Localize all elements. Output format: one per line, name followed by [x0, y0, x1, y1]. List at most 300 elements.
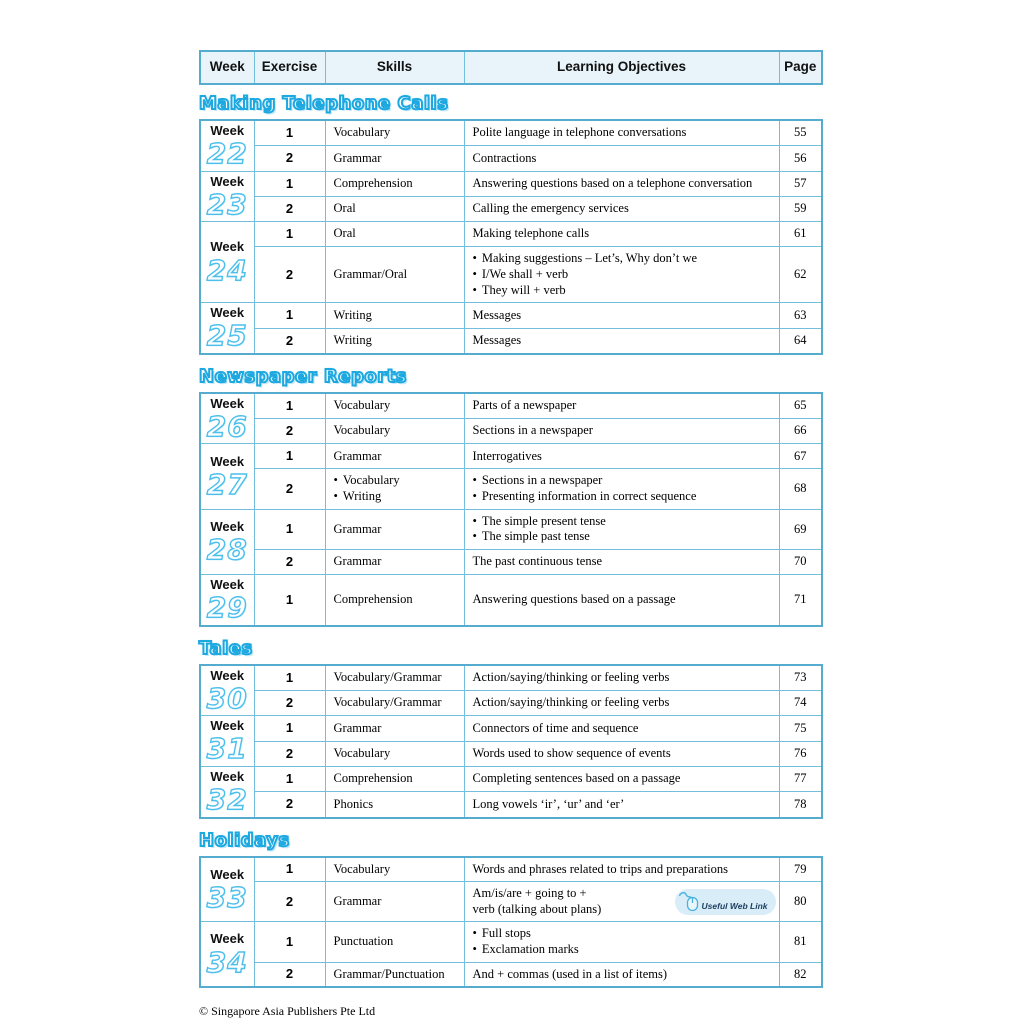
skills-cell: [325, 509, 464, 549]
exercise-number: 2: [254, 146, 325, 172]
skills-cell: [325, 196, 464, 221]
week-label: Week: [210, 518, 245, 534]
cell-text: I/We shall + verb: [481, 266, 569, 281]
text-line: [473, 398, 771, 414]
text-line: [473, 771, 771, 787]
cell-text: Phonics: [333, 796, 374, 811]
week-number: 29: [206, 591, 248, 625]
bullet-icon: •: [472, 942, 477, 956]
week-label: Week: [210, 718, 245, 734]
week-cell: [200, 120, 254, 171]
cell-text: Comprehension: [333, 175, 413, 190]
skills-cell: [325, 303, 464, 329]
section-table: [199, 392, 823, 627]
page-number: 82: [779, 962, 822, 987]
page-number: 65: [779, 393, 822, 419]
table-row: [200, 574, 822, 625]
week-cell: [200, 665, 254, 716]
cell-text: Grammar/Punctuation: [333, 966, 445, 981]
cell-text: Vocabulary/Grammar: [333, 669, 442, 684]
exercise-number: 1: [254, 222, 325, 247]
page-number: 73: [779, 665, 822, 691]
text-line: [473, 151, 771, 167]
table-row: [200, 222, 822, 247]
section-table: [199, 664, 823, 819]
objectives-cell: [464, 741, 779, 766]
objectives-cell: [464, 574, 779, 625]
cell-text: Am/is/are + going to +: [472, 886, 587, 901]
table-row: [200, 792, 822, 818]
bulleted-line: [473, 251, 771, 267]
exercise-number: 2: [254, 196, 325, 221]
skills-cell: [325, 146, 464, 172]
week-label: Week: [210, 768, 245, 784]
skills-cell: [325, 792, 464, 818]
week-label: Week: [210, 395, 245, 411]
table-row: [200, 444, 822, 469]
objectives-cell: [464, 792, 779, 818]
cell-text: And + commas (used in a list of items): [472, 966, 668, 981]
cell-text: Words used to show sequence of events: [472, 745, 671, 760]
sections-container: [199, 93, 821, 988]
page-number: 62: [779, 247, 822, 303]
exercise-number: 1: [254, 766, 325, 792]
page-number: 57: [779, 171, 822, 196]
exercise-number: 2: [254, 741, 325, 766]
bullet-icon: •: [333, 473, 338, 488]
week-label: Week: [210, 305, 245, 321]
exercise-number: 2: [254, 469, 325, 509]
skills-cell: [325, 716, 464, 741]
page-number: 80: [779, 882, 822, 922]
table-row: [200, 741, 822, 766]
table-row: [200, 146, 822, 172]
cell-text: Action/saying/thinking or feeling verbs: [472, 669, 670, 684]
text-line: [473, 967, 771, 983]
table-row: [200, 328, 822, 354]
cell-text: Comprehension: [333, 591, 413, 606]
bulleted-line: [334, 473, 456, 489]
week-label: Week: [210, 123, 245, 138]
skills-cell: [325, 247, 464, 303]
week-cell: [200, 171, 254, 222]
objectives-cell: [464, 922, 779, 962]
cell-text: Oral: [333, 201, 356, 216]
section-heading: Newspaper Reports: [199, 365, 407, 387]
exercise-number: 2: [254, 882, 325, 922]
objectives-cell: [464, 882, 779, 922]
cell-text: Vocabulary: [333, 398, 391, 413]
bulleted-line: [473, 926, 771, 942]
contents-page: [199, 50, 821, 1019]
table-row: [200, 962, 822, 987]
objectives-cell: [464, 766, 779, 792]
exercise-number: 1: [254, 509, 325, 549]
week-number: 33: [206, 880, 248, 914]
cell-text: The simple past tense: [481, 529, 590, 544]
cell-text: Presenting information in correct sequence: [481, 489, 697, 504]
week-cell: [200, 716, 254, 767]
objectives-cell: [464, 444, 779, 469]
skills-cell: [325, 549, 464, 574]
text-line: [473, 670, 771, 686]
bullet-icon: •: [472, 473, 477, 488]
useful-web-link-badge: [675, 889, 776, 915]
objectives-cell: [464, 549, 779, 574]
week-cell: [200, 509, 254, 574]
cell-text: They will + verb: [481, 282, 566, 297]
week-number: 22: [206, 137, 248, 171]
skills-cell: [325, 690, 464, 716]
week-number: 28: [206, 533, 248, 567]
column-header: Learning Objectives: [464, 51, 779, 84]
cell-text: Grammar: [333, 448, 382, 463]
table-row: [200, 549, 822, 574]
exercise-number: 1: [254, 716, 325, 741]
cell-text: Long vowels ‘ir’, ‘ur’ and ‘er’: [472, 796, 625, 811]
page-number: 79: [779, 857, 822, 882]
cell-text: Grammar: [333, 893, 382, 908]
skills-cell: [325, 922, 464, 962]
skills-cell: [325, 418, 464, 444]
week-number: 27: [206, 467, 248, 501]
text-line: [473, 176, 771, 192]
column-header: Skills: [325, 51, 464, 84]
objectives-cell: [464, 857, 779, 882]
exercise-number: 1: [254, 171, 325, 196]
bulleted-line: [473, 473, 771, 489]
cell-text: Grammar: [333, 554, 382, 569]
week-number: 32: [206, 783, 248, 817]
cell-text: Interrogatives: [472, 448, 542, 463]
table-row: [200, 171, 822, 196]
table-row: [200, 690, 822, 716]
cell-text: Completing sentences based on a passage: [472, 771, 681, 786]
text-line: [473, 125, 771, 141]
week-cell: [200, 922, 254, 987]
copyright: © Singapore Asia Publishers Pte Ltd: [199, 1004, 376, 1019]
page-number: 67: [779, 444, 822, 469]
table-row: [200, 922, 822, 962]
text-line: [334, 894, 456, 910]
cell-text: Grammar: [333, 150, 382, 165]
text-line: [334, 226, 456, 242]
cell-text: Answering questions based on a passage: [472, 591, 676, 606]
exercise-number: 2: [254, 418, 325, 444]
week-label: Week: [210, 173, 245, 189]
skills-cell: [325, 328, 464, 354]
objectives-cell: [464, 120, 779, 146]
text-line: [334, 695, 456, 711]
column-header: Exercise: [254, 51, 325, 84]
week-label: Week: [210, 453, 245, 469]
text-line: [473, 592, 771, 608]
objectives-cell: [464, 962, 779, 987]
exercise-number: 1: [254, 120, 325, 146]
text-line: [473, 746, 771, 762]
useful-web-link-label: Useful Web Link: [701, 901, 768, 912]
text-line: [334, 670, 456, 686]
skills-cell: [325, 766, 464, 792]
page-number: 55: [779, 120, 822, 146]
exercise-number: 2: [254, 328, 325, 354]
cell-text: Action/saying/thinking or feeling verbs: [472, 695, 670, 710]
objectives-cell: [464, 247, 779, 303]
cell-text: Making telephone calls: [472, 226, 590, 241]
text-line: [473, 721, 771, 737]
objectives-cell: [464, 690, 779, 716]
text-line: [334, 934, 456, 950]
bullet-icon: •: [472, 251, 477, 266]
page-number: 75: [779, 716, 822, 741]
week-cell: [200, 444, 254, 509]
exercise-number: 2: [254, 549, 325, 574]
objectives-cell: [464, 665, 779, 691]
bulleted-line: [473, 514, 771, 530]
cell-text: Writing: [342, 489, 382, 504]
text-line: [473, 695, 771, 711]
cell-text: Making suggestions – Let’s, Why don’t we: [481, 251, 698, 266]
text-line: [334, 592, 456, 608]
skills-cell: [325, 444, 464, 469]
cell-text: Connectors of time and sequence: [472, 720, 639, 735]
cell-text: Words and phrases related to trips and preparations: [472, 861, 729, 876]
text-line: [334, 151, 456, 167]
cell-text: Full stops: [481, 926, 531, 941]
page-number: 81: [779, 922, 822, 962]
text-line: [334, 201, 456, 217]
page-number: 68: [779, 469, 822, 509]
section-heading: Making Telephone Calls: [199, 93, 449, 114]
week-label: Week: [210, 576, 245, 592]
exercise-number: 1: [254, 574, 325, 625]
bullet-icon: •: [472, 266, 477, 281]
cell-text: Messages: [472, 332, 522, 347]
cell-text: The simple present tense: [481, 513, 606, 528]
week-cell: [200, 857, 254, 922]
exercise-number: 2: [254, 962, 325, 987]
objectives-cell: [464, 196, 779, 221]
cell-text: Calling the emergency services: [472, 201, 629, 216]
cell-text: Grammar/Oral: [333, 266, 408, 281]
week-cell: [200, 574, 254, 625]
objectives-cell: [464, 171, 779, 196]
table-row: [200, 882, 822, 922]
page-number: 77: [779, 766, 822, 792]
bulleted-line: [473, 267, 771, 283]
week-label: Week: [210, 931, 245, 947]
text-line: [473, 201, 771, 217]
text-line: [334, 554, 456, 570]
cell-text: Parts of a newspaper: [472, 398, 577, 413]
text-line: [334, 771, 456, 787]
section-table: [199, 856, 823, 989]
text-line: [473, 226, 771, 242]
week-number: 31: [206, 732, 248, 766]
text-line: [473, 333, 771, 349]
objectives-cell: [464, 222, 779, 247]
week-number: 34: [206, 945, 248, 979]
objectives-cell: [464, 303, 779, 329]
skills-cell: [325, 962, 464, 987]
cell-text: Vocabulary: [333, 125, 391, 140]
exercise-number: 1: [254, 393, 325, 419]
week-cell: [200, 303, 254, 354]
text-line: [334, 333, 456, 349]
week-label: Week: [210, 866, 245, 882]
week-label: Week: [210, 239, 245, 255]
skills-cell: [325, 882, 464, 922]
objectives-cell: [464, 393, 779, 419]
bullet-icon: •: [333, 489, 338, 504]
contents-header-table: [199, 50, 823, 85]
exercise-number: 2: [254, 690, 325, 716]
cell-text: Vocabulary: [333, 423, 391, 438]
cell-text: Oral: [333, 226, 356, 241]
text-line: [334, 522, 456, 538]
text-line: [334, 267, 456, 283]
objectives-cell: [464, 328, 779, 354]
cell-text: Answering questions based on a telephone conversation: [472, 175, 753, 190]
page-number: 70: [779, 549, 822, 574]
exercise-number: 1: [254, 303, 325, 329]
text-line: [334, 721, 456, 737]
column-header: Week: [200, 51, 254, 84]
text-line: [473, 797, 771, 813]
section-heading: Holidays: [199, 829, 290, 851]
cell-text: Sections in a newspaper: [472, 423, 593, 438]
skills-cell: [325, 171, 464, 196]
cell-text: Writing: [333, 307, 372, 322]
cell-text: The past continuous tense: [472, 554, 602, 569]
column-header: Page: [779, 51, 822, 84]
bullet-icon: •: [472, 489, 477, 504]
cell-text: Vocabulary: [333, 745, 391, 760]
text-line: [334, 797, 456, 813]
bulleted-line: [473, 529, 771, 545]
skills-cell: [325, 741, 464, 766]
section-heading: Tales: [199, 637, 253, 659]
exercise-number: 1: [254, 444, 325, 469]
page-number: 74: [779, 690, 822, 716]
text-line: [334, 862, 456, 878]
bulleted-line: [473, 283, 771, 299]
page-number: 64: [779, 328, 822, 354]
page-number: 56: [779, 146, 822, 172]
page-number: 63: [779, 303, 822, 329]
table-row: [200, 665, 822, 691]
cell-text: Sections in a newspaper: [481, 473, 603, 488]
exercise-number: 1: [254, 857, 325, 882]
text-line: [334, 176, 456, 192]
text-line: [334, 398, 456, 414]
text-line: [334, 423, 456, 439]
bullet-icon: •: [472, 513, 477, 528]
mouse-icon: [678, 891, 701, 912]
table-row: [200, 509, 822, 549]
page-number: 69: [779, 509, 822, 549]
week-cell: [200, 222, 254, 303]
week-cell: [200, 393, 254, 444]
cell-text: verb (talking about plans): [472, 901, 602, 916]
objectives-cell: [464, 469, 779, 509]
objectives-cell: [464, 146, 779, 172]
page-number: 76: [779, 741, 822, 766]
table-row: [200, 247, 822, 303]
bulleted-line: [473, 942, 771, 958]
text-line: [334, 746, 456, 762]
page-number: 59: [779, 196, 822, 221]
table-row: [200, 469, 822, 509]
week-number: 24: [206, 253, 248, 287]
skills-cell: [325, 222, 464, 247]
skills-cell: [325, 120, 464, 146]
skills-cell: [325, 393, 464, 419]
week-label: Week: [210, 667, 245, 683]
text-line: [334, 967, 456, 983]
objectives-cell: [464, 509, 779, 549]
cell-text: Contractions: [472, 150, 537, 165]
week-cell: [200, 766, 254, 817]
page-number: 78: [779, 792, 822, 818]
cell-text: Vocabulary: [342, 473, 400, 488]
cell-text: Grammar: [333, 720, 382, 735]
text-line: [473, 862, 771, 878]
cell-text: Punctuation: [333, 934, 394, 949]
table-row: [200, 196, 822, 221]
objectives-cell: [464, 716, 779, 741]
cell-text: Vocabulary: [333, 861, 391, 876]
table-row: [200, 716, 822, 741]
page-number: 61: [779, 222, 822, 247]
text-line: [473, 423, 771, 439]
bulleted-line: [334, 489, 456, 505]
text-line: [334, 125, 456, 141]
bulleted-line: [473, 489, 771, 505]
text-line: [473, 308, 771, 324]
bullet-icon: •: [472, 926, 477, 941]
skills-cell: [325, 469, 464, 509]
skills-cell: [325, 857, 464, 882]
bullet-icon: •: [472, 282, 477, 297]
contents-header-row: [200, 51, 822, 84]
cell-text: Grammar: [333, 521, 382, 536]
bullet-icon: •: [472, 529, 477, 544]
cell-text: Vocabulary/Grammar: [333, 695, 442, 710]
week-number: 23: [206, 187, 248, 221]
table-row: [200, 393, 822, 419]
cell-text: Comprehension: [333, 771, 413, 786]
exercise-number: 2: [254, 247, 325, 303]
text-line: [473, 554, 771, 570]
skills-cell: [325, 665, 464, 691]
cell-text: Messages: [472, 307, 522, 322]
week-number: 26: [206, 410, 248, 444]
week-number: 25: [206, 319, 248, 353]
exercise-number: 1: [254, 922, 325, 962]
section-table: [199, 119, 823, 355]
table-row: [200, 418, 822, 444]
text-line: [334, 308, 456, 324]
cell-text: Writing: [333, 332, 372, 347]
text-line: [334, 449, 456, 465]
skills-cell: [325, 574, 464, 625]
table-row: [200, 857, 822, 882]
page-number: 66: [779, 418, 822, 444]
cell-text: Exclamation marks: [481, 942, 579, 956]
page-number: 71: [779, 574, 822, 625]
cell-text: Polite language in telephone conversations: [472, 125, 687, 140]
